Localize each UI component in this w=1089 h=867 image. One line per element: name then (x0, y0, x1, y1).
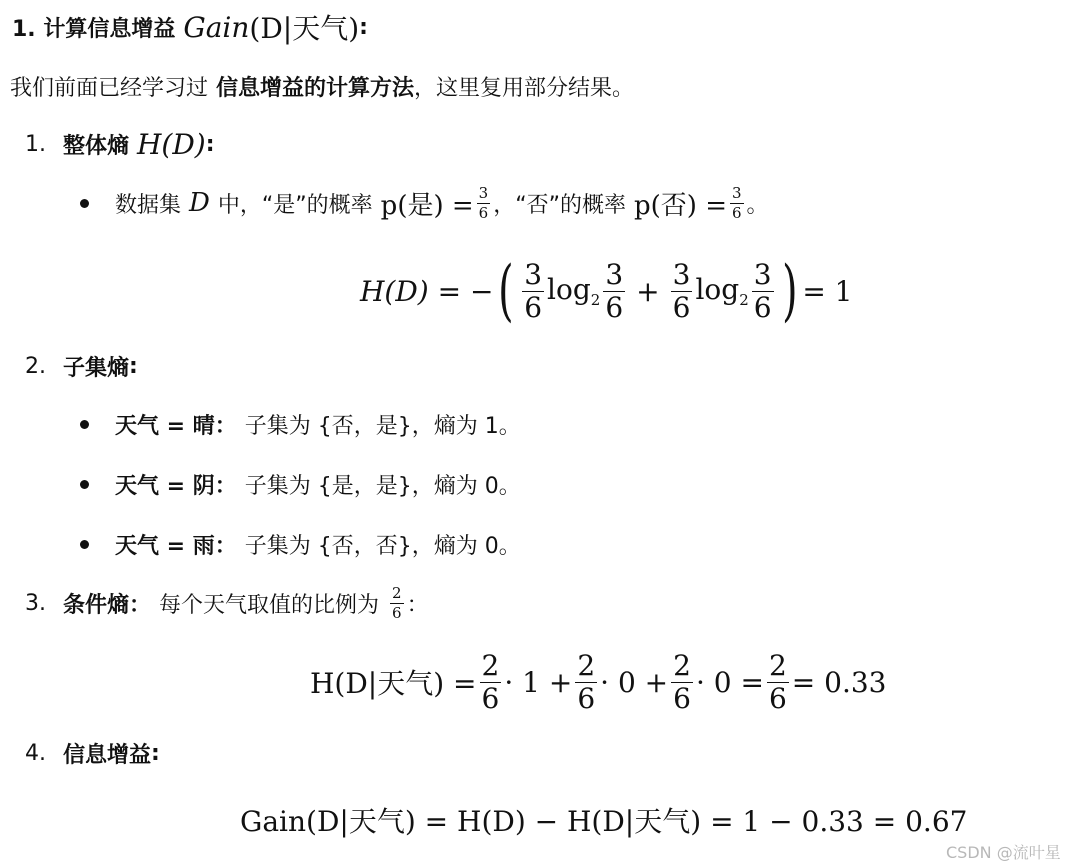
item-number: 3. (25, 590, 46, 616)
bullet-text-3: ，“否”的概率 (493, 192, 626, 218)
list-item-3 (25, 584, 429, 622)
formula-result: = 0.33 (791, 665, 887, 699)
subset-label: 天气 = 雨： (115, 533, 237, 559)
gain-text: Gain(D|天气) = H(D) − H(D|天气) = 1 − 0.33 = 0.67 (240, 805, 968, 838)
bullet-text-4: 。 (746, 192, 769, 218)
item-text: 每个天气取值的比例为 (159, 592, 380, 618)
fraction: $\frac{2}{6}$ (768, 648, 787, 715)
intro-before: 我们前面已经学习过 (10, 75, 209, 101)
subset-label: 天气 = 阴： (115, 473, 237, 499)
subset-label: 天气 = 晴： (115, 413, 237, 439)
watermark: CSDN @流叶星 (946, 843, 1061, 862)
frac-den: 6 (731, 203, 742, 222)
fraction-ratio (390, 583, 404, 622)
list-item-2 (25, 350, 138, 382)
formula-lhs: H(D) = − (360, 274, 494, 308)
item-label: 子集熵 (63, 355, 130, 381)
item-label: 信息增益 (63, 742, 152, 768)
term-1: · 1 + (504, 665, 573, 699)
bullet-text-2: 中，“是”的概率 (217, 192, 373, 218)
frac-den: 6 (392, 603, 402, 622)
fraction-no (730, 183, 744, 222)
left-paren: ( (498, 252, 515, 329)
formula-gain (240, 800, 967, 840)
list-item-1 (25, 128, 215, 160)
frac-num: 3 (731, 183, 742, 202)
log-term: $\log_2$ (547, 273, 601, 309)
item-number: 2. (25, 353, 46, 379)
subset-text: 子集为 {否，是}，熵为 1。 (244, 413, 521, 439)
term-3: · 0 = (695, 665, 764, 699)
term-2: · 0 + (600, 665, 669, 699)
fraction: $\frac{2}{6}$ (673, 648, 691, 715)
subset-bullet-cloudy (80, 468, 521, 500)
formula-lhs: H(D|天气) = (310, 667, 477, 700)
item-tail: ： (406, 592, 429, 618)
right-paren: ) (781, 252, 798, 329)
formula-entropy (360, 246, 853, 336)
entropy-bullet (80, 184, 769, 222)
heading-math-arg: (D|天气) (249, 12, 360, 45)
formula-conditional (310, 642, 887, 722)
log-term: $\log_2$ (695, 273, 749, 309)
fraction: $\frac{3}{6}$ (524, 257, 543, 324)
bullet-dot (80, 199, 89, 208)
heading-text: 1. 计算信息增益 (12, 16, 176, 42)
frac-num: 2 (392, 583, 402, 602)
fraction: $\frac{3}{6}$ (672, 257, 691, 324)
intro-bold: 信息增益的计算方法 (216, 75, 415, 101)
subset-text: 子集为 {是，是}，熵为 0。 (244, 473, 521, 499)
fraction: $\frac{3}{6}$ (753, 257, 772, 324)
item-math: H(D) (137, 127, 206, 161)
bullet-dot (80, 420, 89, 429)
p-no: p(否) = (634, 190, 727, 221)
p-yes: p(是) = (380, 190, 474, 221)
var-d: D (189, 188, 210, 218)
item-label: 整体熵 (63, 133, 130, 159)
section-heading (12, 10, 368, 44)
frac-num: 3 (478, 183, 489, 202)
fraction: $\frac{2}{6}$ (577, 648, 596, 715)
list-item-4 (25, 737, 160, 769)
item-number: 4. (25, 740, 46, 766)
fraction: $\frac{2}{6}$ (481, 648, 500, 715)
heading-colon: : (359, 14, 368, 40)
item-number: 1. (25, 131, 46, 157)
item-label: 条件熵： (63, 592, 152, 618)
item-colon: : (129, 353, 138, 379)
intro-paragraph (10, 70, 634, 102)
subset-bullet-sunny (80, 408, 521, 440)
bullet-dot (80, 480, 89, 489)
bullet-dot (80, 540, 89, 549)
plus-sign: + (636, 274, 660, 308)
heading-math-fn: Gain (183, 10, 250, 44)
subset-text: 子集为 {否，否}，熵为 0。 (244, 533, 521, 559)
item-colon: : (205, 131, 215, 157)
intro-after: ，这里复用部分结果。 (414, 75, 635, 101)
frac-den: 6 (478, 203, 489, 222)
subset-bullet-rainy (80, 528, 521, 560)
fraction-yes (477, 183, 491, 222)
fraction: $\frac{3}{6}$ (605, 257, 624, 324)
item-colon: : (151, 740, 160, 766)
bullet-text-1: 数据集 (115, 192, 182, 218)
formula-rhs: = 1 (802, 274, 853, 308)
